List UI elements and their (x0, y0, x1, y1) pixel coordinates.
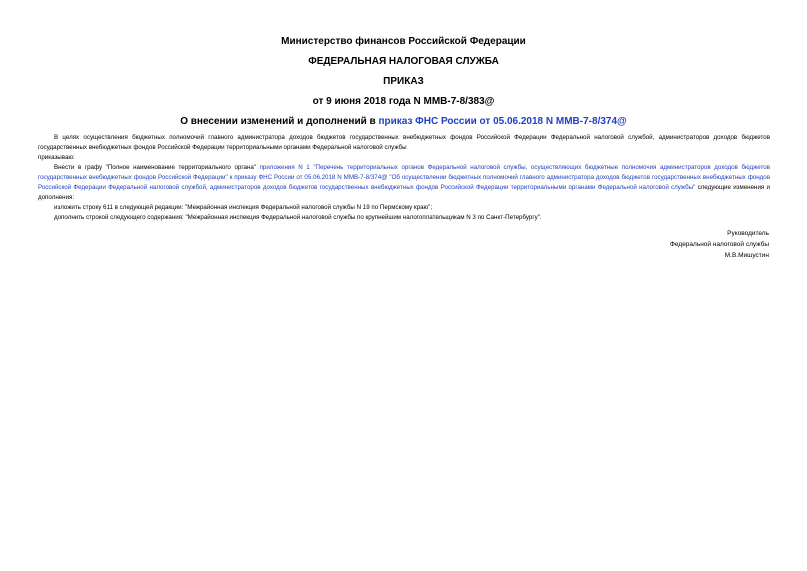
item1-prefix: Внести в графу "Полное наименование территориального органа" (54, 164, 260, 171)
subject-order-link[interactable]: приказ ФНС России от 05.06.2018 N ММВ-7-8/374@ (378, 116, 627, 127)
appendix-link[interactable]: приложения N 1 "Перечень территориальных органов Федеральной налоговой службы, осуществляющих бюджетные полномочия администраторов доходов бюджетов государственных внебюджетных фондов Российской Федерации" к приказу ФНС России от 05.06.2018 N ММВ-7-8/374@ "Об осуществлении бюджетных полномочий главного администратора доходов бюджетов государственных внебюджетных фондов Российской Федерации Федеральной налоговой службой, администраторов доходов бюджетов государственных внебюджетных фондов Российской Федерации территориальными органами Федеральной налоговой службы" (38, 164, 770, 191)
change-line-a: изложить строку 611 в следующей редакции: "Межрайонная инспекция Федеральной налоговой службы N 19 по Пермскому краю"; (54, 204, 433, 211)
signature-org: Федеральной налоговой службы (669, 241, 769, 248)
preamble-paragraph: В целях осуществления бюджетных полномочий главного администратора доходов бюджетов государственных внебюджетных фондов Российской Федерации Федеральной налоговой службой, администраторов доходов бюджетов государственных внебюджетных фондов Российской Федерации территориальными органами Федеральной налоговой службы (38, 134, 770, 151)
service-heading: ФЕДЕРАЛЬНАЯ НАЛОГОВАЯ СЛУЖБА (308, 56, 499, 67)
subject-heading (0, 116, 807, 128)
order-word: приказываю: (38, 154, 75, 161)
change-line-b: дополнить строкой следующего содержания: "Межрайонная инспекция Федеральной налоговой службы по крупнейшим налогоплательщикам N 3 по Санкт-Петербургу". (54, 214, 542, 221)
date-number-heading: от 9 июня 2018 года N ММВ-7-8/383@ (312, 96, 495, 107)
ministry-heading: Министерство финансов Российской Федерации (281, 36, 526, 47)
signature-title: Руководитель (727, 230, 769, 237)
item1-suffix: следующие изменения и дополнения: (38, 184, 770, 201)
document-type-heading: ПРИКАЗ (383, 76, 424, 87)
signature-block (670, 228, 769, 261)
document-body (38, 133, 770, 223)
subject-prefix: О внесении изменений и дополнений в (180, 116, 379, 127)
item1-paragraph (38, 163, 770, 203)
signature-name: М.В.Мишустин (724, 252, 769, 259)
